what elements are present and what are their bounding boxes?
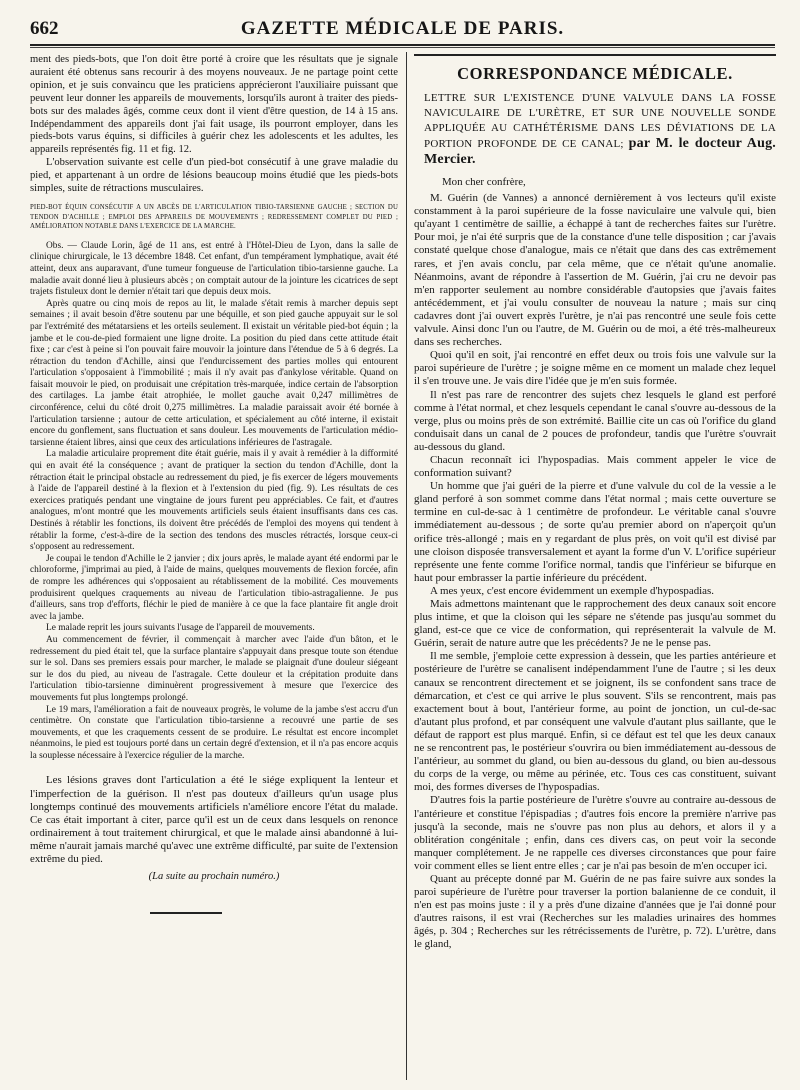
section-rule bbox=[414, 54, 776, 56]
page-header bbox=[30, 18, 775, 42]
observation-paragraph: Je coupai le tendon d'Achille le 2 janvier ; dix jours après, le malade ayant été endormi par le chloroforme, j'imprimai au pied, à l'aide de mains, quelques mouvements de flexion forcée, afin de rompre les adhérences qui s'opposaient au rétablissement de la mobilité. Ces mouvements produisirent quelques craquements au niveau de l'articulation tibio-astragalienne. Je pus d'ailleurs, sans trop d'efforts, fléchir le pied de manière à ce que la face plantaire fit angle droit avec la jambe. bbox=[30, 553, 398, 622]
continued-note: (La suite au prochain numéro.) bbox=[148, 871, 280, 883]
observation-paragraph: La maladie articulaire proprement dite était guérie, mais il y avait à remédier à la difformité qui en avait été la conséquence ; avant de pratiquer la section du tendon d'Achille, dont la rétraction était le principal obstacle au redressement du pied, je fis exercer de légers mouvements à l'aide de l'appareil destiné à la flexion et à l'extension du pied (fig. 9). Les résultats de ces exercices pratiqués pendant une vingtaine de jours furent peu appréciables. Ce fait, et d'autres analogues, m'ont montré que les mouvements artificiels seuls étaient insuffisants dans ces cas. Destinés à rétablir les fonctions, ils doivent être précédés de l'emploi des moyens qui tendent à rétablir la forme, c'est-à-dire de la section des tendons des muscles rétractés, lorsque ceux-ci s'opposent au redressement. bbox=[30, 449, 398, 553]
header-rule-thin bbox=[30, 47, 775, 48]
letter-title bbox=[424, 91, 776, 168]
observation-paragraph: Obs. — Claude Lorin, âgé de 11 ans, est entré à l'Hôtel-Dieu de Lyon, dans la salle de clinique chirurgicale, le 13 décembre 1848. Cet enfant, d'un tempérament lymphatique, avait été atteint, deux ans auparavant, d'une tumeur fongueuse de l'articulation tibio-tarsienne gauche. La maladie avait donné lieu à plusieurs abcès ; on comptait autour de la jointure les cicatrices de sept trajets fistuleux dont le dernier n'était tari que depuis deux mois. bbox=[30, 240, 398, 298]
observation-paragraph: Le malade reprit les jours suivants l'usage de l'appareil de mouvements. bbox=[46, 623, 315, 634]
observation-paragraph: Le 19 mars, l'amélioration a fait de nouveaux progrès, le volume de la jambe s'est accru d'un centimètre. On constate que l'articulation tibio-tarsienne a recouvré une partie de ses mouvements, et que les craquements cessent de se produire. Le résultat est encore incomplet néanmoins, le pied est toujours porté dans un certain degré d'extension, et il n'a pas encore acquis la souplesse nécessaire à l'exercice régulier de la marche. bbox=[30, 704, 398, 761]
salutation: Mon cher confrère, bbox=[442, 176, 526, 188]
letter-paragraph: M. Guérin (de Vannes) a annoncé dernièrement à vos lecteurs qu'il existe constamment à la paroi supérieure de la fosse naviculaire une valvule qui, bien qu'ayant 1 centimètre de saillie, a échappé à tant de recherches faites sur l'urètre. Pour moi, je n'ai été surpris que de la constance d'une telle disposition ; car j'avais constaté quelque chose d'analogue, mais ce n'était que dans des cas extrêmement rares, et j'en avais conclu, par cela même, que ce n'était qu'une anomalie. Néanmoins, avant de répondre à l'assertion de M. Guérin, j'ai cru ne devoir pas m'en rapporter seulement au nombre considérable d'autopsies que j'avais faites antécédemment, et j'ai voulu consulter de nouveau la nature ; mais sur cinq cadavres dont j'ai ouvert exprès l'urètre, je n'ai pas rencontré une seule fois cette valvule. Ainsi donc l'un ou l'autre, de M. Guérin ou de moi, a été très-malheureux dans ses recherches. bbox=[414, 192, 776, 349]
header-rule bbox=[30, 44, 775, 46]
observation-paragraph: Après quatre ou cinq mois de repos au lit, le malade s'était remis à marcher depuis sept semaines ; il avait besoin d'être soutenu par une béquille, et son pied gauche appuyait sur le sol par l'extrémité des métatarsiens et les orteils seulement. Il existait un véritable pied-bot équin ; la jambe et le cou-de-pied formaient une ligne droite. La position du pied dans cette attitude était fixe ; car c'est à peine si l'on pouvait faire mouvoir la jointure dans l'étendue de 5 à 6 degrés. La rétraction du tendon d'Achille, ainsi que l'endurcissement des parties molles qui entourent l'articulation s'opposaient à l'immobilité ; mais il n'y avait pas d'ankylose véritable. Quand on faisait mouvoir le pied, on produisait une crépitation très-marquée, indice certain de l'absorption des cartilages. La jambe était atrophiée, le mollet gauche avait 0,247 millimètres de circonférence, celui du côté droit 0,275 millimètres. La maladie paraissait avoir été bornée à l'articulation tarsienne ; autour de cette articulation, et spécialement au côté interne, il existait encore du gonflement, sans fluctuation et sans douleur. Les mouvements de l'articulation médio-tarsienne étaient libres, ainsi que ceux des articulations inférieures de l'astragale. bbox=[30, 298, 398, 448]
left-column bbox=[30, 54, 398, 1084]
column-divider bbox=[406, 52, 407, 1080]
paragraph: L'observation suivante est celle d'un pied-bot consécutif à une grave maladie du pied, et appartenant à un ordre de lésions beaucoup moins étudié que les pieds-bots simples, suite de rétractions musculaires. bbox=[30, 157, 398, 195]
journal-title: GAZETTE MÉDICALE DE PARIS. bbox=[240, 18, 565, 39]
letter-paragraph: Quoi qu'il en soit, j'ai rencontré en effet deux ou trois fois une valvule sur la paroi supérieure de l'urètre ; je soigne même en ce moment un malade chez lequel il s'en trouve une. Je vais dire l'idée que je m'en suis formée. bbox=[414, 349, 776, 388]
closing-paragraph: Les lésions graves dont l'articulation a été le siége expliquent la lenteur et l'imperfection de la guérison. Il n'est pas douteux d'ailleurs qu'un usage plus longtemps continué des mouvements artificiels n'améliore encore l'état du malade. Ce cas était important à citer, parce qu'il est un de ceux dans lesquels on renonce ordinairement à tout traitement chirurgical, et que le malade ainsi abandonné à lui-même n'aurait jamais marché qu'avec une extrême difficulté, par suite de l'extension extrême du pied. bbox=[30, 774, 398, 866]
letter-paragraph: Il n'est pas rare de rencontrer des sujets chez lesquels le gland est perforé comme à l'état normal, et chez lesquels cependant le canal s'ouvre au-dessous de la verge, plus ou moins près de son extrémité. Baillie cite un cas où l'orifice du gland conduisait dans un canal de 2 pouces de profondeur, tandis que l'urètre s'ouvrait au-dessous du gland. bbox=[414, 388, 776, 453]
observation-paragraph: Au commencement de février, il commençait à marcher avec l'aide d'un bâton, et le redressement du pied était tel, que la surface plantaire s'appuyait dans presque toute son étendue sur le sol. Dans ses premiers essais pour marcher, le malade se plaignait d'une douleur siégeant sur le dos du pied, au niveau de l'astragale. Cette douleur et la crépitation produite dans l'articulation tibio-tarsienne diminuèrent progressivement à mesure que l'exercice des mouvements fut plus longtemps prolongé. bbox=[30, 634, 398, 703]
page-number: 662 bbox=[30, 18, 59, 39]
right-column bbox=[414, 54, 776, 1084]
letter-author: par M. le docteur Aug. Mercier. bbox=[424, 136, 776, 167]
letter-title-text: LETTRE SUR L'EXISTENCE D'UNE VALVULE DANS LA FOSSE NAVICULAIRE DE L'URÈTRE, ET SUR UNE NOUVELLE SONDE APPLIQUÉE AU CATHÉTÉRISME DANS LES DÉVIATIONS DE LA PORTION PROFONDE DE CE CANAL; bbox=[424, 92, 776, 150]
section-title: CORRESPONDANCE MÉDICALE. bbox=[457, 64, 733, 83]
letter-paragraph: Il me semble, j'emploie cette expression à dessein, que les parties antérieure et postérieure de l'urètre se canalisent indépendamment l'une de l'autre ; si les deux canaux se rencontrent directement et se joignent, ils se confondent sans trace de démarcation, et c'est ce qui arrive le plus souvent. S'ils se rencontrent, mais pas exactement bout à bout, l'antérieur forme, au point de jonction, un cul-de-sac d'autant plus profond, et par conséquent une valvule d'autant plus saillante, que le défaut de rapport est plus marqué. Enfin, si ce défaut est tel que les deux canaux ne se rencontrent pas, le postérieur s'ouvrira ou bien immédiatement au-dessous de l'antérieur, au sommet du gland, ou bien au-dessous du gland, ou bien au-dessous du corps de la verge, ou même au périnée, etc. Tous ces cas constituent, suivant moi, des formes diverses de l'hypospadias. bbox=[414, 650, 776, 794]
letter-paragraph: Un homme que j'ai guéri de la pierre et d'une valvule du col de la vessie a le gland perforé à son sommet comme dans l'état normal ; mais cette ouverture se termine en cul-de-sac à 1 centimètre de profondeur. Le véritable canal s'ouvre immédiatement au-dessous ; de sorte qu'au premier abord on n'aperçoit qu'un orifice très-allongé ; mais en y regardant de plus près, on voit qu'il est divisé par une cloison disposée transversalement et ayant la forme d'un V. L'orifice supérieur représente une fente comme l'orifice normal, tandis que l'inférieur se bifurque en haut pour embrasser la partie inférieure du précédent. bbox=[414, 480, 776, 584]
letter-paragraph: Chacun reconnaît ici l'hypospadias. Mais comment appeler le vice de conformation suivant? bbox=[414, 453, 776, 480]
paragraph: ment des pieds-bots, que l'on doit être porté à croire que les résultats que je signale auraient été obtenus sans recourir à des moyens nouveaux. Je ne partage point cette opinion, et je suis convaincu que les praticiens apprécieront l'auxiliaire puissant que peuvent leur donner les appareils de mouvements, lorsqu'ils auront à traiter des pieds-bots sur des malades âgés, comme ceux dont il vient d'être question, de 14 à 15 ans. Indépendamment des appareils dont j'ai fait usage, ils pourront employer, dans les pieds-bots varus équins, si difficiles à guérir chez les adolescents et les adultes, les appareils représentés fig. 11 et fig. 12. bbox=[30, 54, 398, 156]
case-heading: PIED-BOT ÉQUIN CONSÉCUTIF A UN ABCÈS DE L'ARTICULATION TIBIO-TARSIENNE GAUCHE ; SECTION DU TENDON D'ACHILLE ; EMPLOI DES APPAREILS DE MOUVEMENTS ; REDRESSEMENT COMPLET DU PIED ; AMÉLIORATION NOTABLE DANS L'EXERCICE DE LA MARCHE. bbox=[30, 203, 398, 231]
letter-paragraph: D'autres fois la partie postérieure de l'urètre s'ouvre au contraire au-dessous de l'antérieure et constitue l'épispadias ; d'autres fois encore la première n'arrive pas jusqu'à la seconde, mais ne s'ouvre pas non plus au dehors, et alors il y a oblitération congénitale ; enfin, dans ces divers cas, on peut voir la seconde manquer complétement. Je ne rappelle ces diverses circonstances que pour faire voir comment elles se lient entre elles ; car je n'ai pas besoin de m'en occuper ici. bbox=[414, 794, 776, 872]
end-rule bbox=[150, 912, 222, 914]
letter-paragraph: Quant au précepte donné par M. Guérin de ne pas faire suivre aux sondes la paroi supérieure de l'urètre pour traverser la portion balanienne de ce conduit, il n'en est pas moins juste : il y a près d'une dizaine d'années que je l'ai donné pour d'autres raisons, il est vrai (Recherches sur les maladies urinaires des hommes âgés, p. 304 ; Recherches sur les rétrécissements de l'urètre, p. 72). L'urètre, dans le gland, bbox=[414, 872, 776, 951]
letter-paragraph: A mes yeux, c'est encore évidemment un exemple d'hypospadias. bbox=[430, 584, 714, 597]
letter-paragraph: Mais admettons maintenant que le rapprochement des deux canaux soit encore plus intime, et que la cloison qui les sépare ne s'étende pas jusqu'au sommet du gland, est-ce que ce vice de conformation, qui représenterait la valvule de M. Guérin, serait de nature autre que les précédents? Je ne le pense pas. bbox=[414, 598, 776, 650]
